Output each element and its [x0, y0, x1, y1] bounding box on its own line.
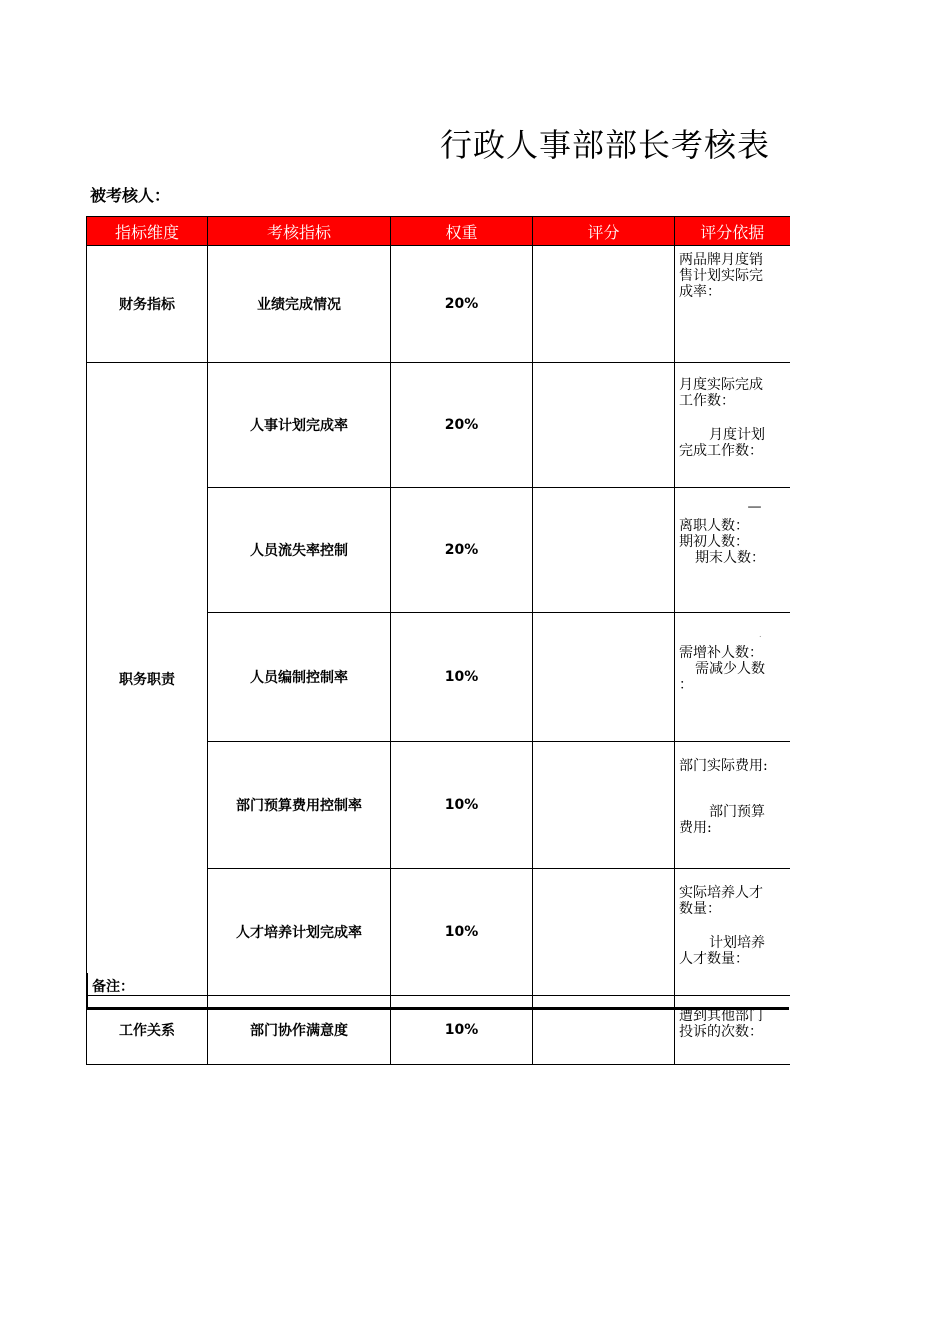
spacer [679, 409, 788, 427]
score-cell[interactable] [533, 742, 675, 869]
indicator-cell: 人员编制控制率 [208, 613, 391, 742]
remarks-label: 备注： [92, 979, 134, 995]
basis-text: 部门实际费用: [679, 758, 768, 774]
basis-text: 需减少人数 [695, 661, 765, 677]
basis-text: 计划培养 [709, 935, 765, 951]
table-row [87, 246, 790, 363]
basis-text: 期末人数： [695, 550, 765, 566]
basis-cell [675, 246, 790, 363]
basis-cell [675, 742, 790, 869]
basis-text: — [747, 499, 762, 515]
mark: . [758, 630, 762, 639]
weight-cell: 10% [391, 613, 533, 742]
score-cell[interactable] [533, 246, 675, 363]
indicator-cell: 人事计划完成率 [208, 363, 391, 488]
indicator-cell: 人才培养计划完成率 [208, 869, 391, 996]
assessment-table [86, 216, 790, 1065]
basis-text: 实际培养人才 [679, 885, 763, 901]
basis-text: ： [679, 677, 693, 693]
basis-cell [675, 613, 790, 742]
header-weight: 权重 [391, 217, 533, 246]
weight-cell: 10% [391, 996, 533, 1065]
dimension-cell: 职务职责 [87, 363, 208, 996]
basis-text: 部门预算 [709, 804, 765, 820]
score-cell[interactable] [533, 613, 675, 742]
page-title: 行政人事部部长考核表 [440, 126, 771, 164]
basis-text: 人才数量： [679, 951, 749, 967]
assessee-label: 被考核人： [90, 186, 171, 205]
spacer [679, 774, 788, 804]
basis-text: 需增补人数： [679, 645, 763, 661]
basis-text: 离职人数： [679, 518, 749, 534]
score-cell[interactable] [533, 363, 675, 488]
basis-cell [675, 488, 790, 613]
basis-text: 售计划实际完 [679, 268, 763, 284]
basis-text: 费用: [679, 820, 712, 836]
header-indicator: 考核指标 [208, 217, 391, 246]
table-row [87, 363, 790, 488]
score-cell[interactable] [533, 488, 675, 613]
indicator-cell: 部门预算费用控制率 [208, 742, 391, 869]
basis-text: 遭到其他部门 [679, 1008, 763, 1024]
indicator-cell: 业绩完成情况 [208, 246, 391, 363]
weight-cell: 10% [391, 869, 533, 996]
dimension-cell: 工作关系 [87, 996, 208, 1065]
basis-text: 月度计划 [709, 427, 765, 443]
weight-cell: 10% [391, 742, 533, 869]
basis-cell [675, 363, 790, 488]
indicator-cell: 人员流失率控制 [208, 488, 391, 613]
basis-text: 完成工作数： [679, 443, 763, 459]
spacer [679, 917, 788, 935]
weight-cell: 20% [391, 363, 533, 488]
basis-text: 工作数： [679, 393, 735, 409]
indicator-cell: 部门协作满意度 [208, 996, 391, 1065]
weight-cell: 20% [391, 488, 533, 613]
dimension-cell: 财务指标 [87, 246, 208, 363]
basis-text: 成率： [679, 284, 721, 300]
basis-text: 月度实际完成 [679, 377, 763, 393]
header-basis: 评分依据 [675, 217, 790, 246]
remarks-row [86, 973, 789, 1010]
weight-cell: 20% [391, 246, 533, 363]
basis-text: 数量： [679, 901, 721, 917]
header-score: 评分 [533, 217, 675, 246]
basis-text: 期初人数： [679, 534, 749, 550]
table-header-row [87, 217, 790, 246]
basis-text: 投诉的次数： [679, 1024, 763, 1040]
header-dimension: 指标维度 [87, 217, 208, 246]
basis-text: 两品牌月度销 [679, 252, 763, 268]
